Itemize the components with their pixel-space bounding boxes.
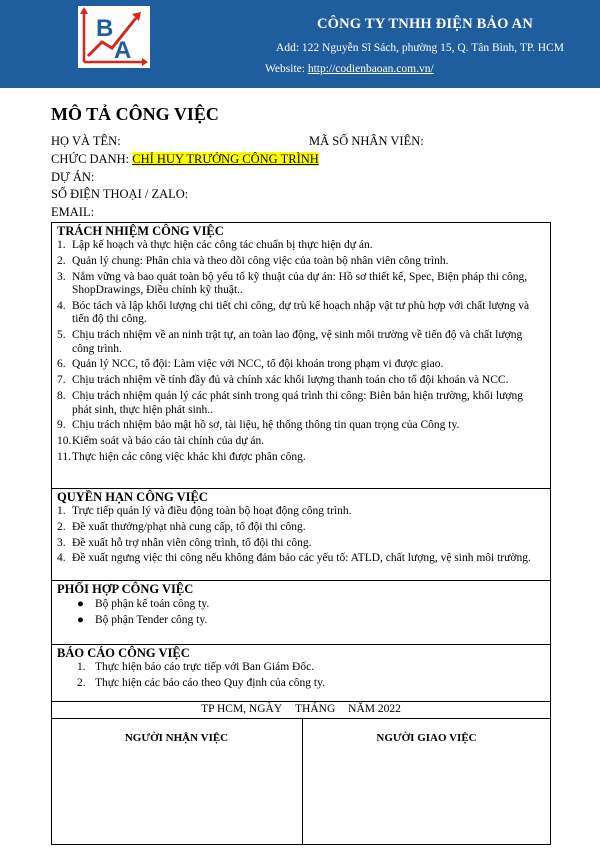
receiver-signature-label: NGƯỜI NHẬN VIỆC [124, 732, 229, 744]
website-label: Website: [265, 63, 308, 75]
signature-date-line [51, 703, 551, 715]
section-divider [51, 718, 551, 719]
section-divider [51, 488, 551, 489]
list-item: 7. Chịu trách nhiệm về tính đầy đủ và chính xác khối lượng thanh toán cho tổ đội khoán và NCC. [57, 374, 509, 387]
reporting-list [77, 661, 325, 693]
document-title: MÔ TẢ CÔNG VIỆC [51, 104, 219, 124]
coordination-title: PHỐI HỢP CÔNG VIỆC [57, 582, 194, 596]
list-item: 9. Chịu trách nhiệm bảo mật hồ sơ, tài liệu, hệ thống thông tin quan trọng của Công ty. [57, 419, 460, 432]
month-label: THÁNG [295, 703, 336, 715]
name-field-label: HỌ VÀ TÊN: [51, 134, 121, 148]
position-field-label: CHỨC DANH: [51, 152, 130, 166]
list-item: 4. Đề xuất ngưng việc thi công nếu không đảm bảo các yếu tố: ATLD, chất lượng, vệ sinh môi trường. [57, 552, 531, 565]
company-name: CÔNG TY TNHH ĐIỆN BẢO AN [316, 16, 534, 32]
assigner-signature-label: NGƯỜI GIAO VIỆC [376, 732, 477, 744]
section-divider [51, 580, 551, 581]
website-link[interactable]: http://codienbaoan.com.vn/ [307, 63, 434, 75]
responsibilities-title: TRÁCH NHIỆM CÔNG VIỆC [57, 224, 224, 238]
section-divider [51, 644, 551, 645]
logo-letter-b: B [96, 15, 114, 42]
list-item: 4. Bóc tách và lập khối lượng chi tiết chi công, dự trù kế hoạch nhập vật tư phù hợp với chất lượng và tiến độ thi công. [57, 299, 530, 326]
list-item: 3. Nắm vững và bao quát toàn bộ yếu tố kỹ thuật của dự án: Hồ sơ thiết kế, Spec, Biện pháp thi công, ShopDrawings, Điều chỉnh kỹ thuật.. [57, 270, 528, 297]
position-field [51, 152, 319, 167]
list-item: 1. Trực tiếp quản lý và điều động toàn bộ hoạt động công trình. [57, 505, 352, 517]
company-logo [78, 6, 150, 68]
coordination-list [77, 598, 209, 630]
list-item: 1. Lập kế hoạch và thực hiện các công tác chuẩn bị thực hiện dự án. [57, 239, 373, 251]
authority-title: QUYỀN HẠN CÔNG VIỆC [57, 490, 208, 504]
date-prefix: TP HCM, NGÀY [201, 703, 283, 715]
phone-field-label: SỐ ĐIỆN THOẠI / ZALO: [51, 187, 189, 201]
reporting-title: BÁO CÁO CÔNG VIỆC [57, 646, 190, 660]
employee-id-field-label: MÃ SỐ NHÂN VIÊN: [309, 134, 424, 148]
project-field-label: DỰ ÁN: [51, 170, 95, 184]
list-item: 8. Chịu trách nhiệm quản lý các phát sinh trong quá trình thi công: Biên bản hiện trường, khối lượng phát sinh, thực hiện phát sinh.. [57, 390, 524, 416]
company-address: Add: 122 Nguyễn Sĩ Sách, phường 15, Q. Tân Bình, TP. HCM [276, 42, 564, 54]
company-website [265, 63, 434, 75]
list-item: 5. Chịu trách nhiệm về an ninh trật tự, an toàn lao động, vệ sinh môi trường về tiến độ và chất lượng công trình. [57, 329, 523, 355]
list-item: ● Bộ phận Tender công ty. [77, 614, 208, 626]
list-item: 6. Quản lý NCC, tổ đội: Làm việc với NCC, tổ đội khoán trong phạm vi được giao. [57, 358, 444, 371]
list-item: 11. Thực hiện các công việc khác khi được phân công. [57, 450, 306, 463]
list-item: 2. Đề xuất thưởng/phạt nhà cung cấp, tổ đội thi công. [57, 520, 306, 533]
list-item: 3. Đề xuất hỗ trợ nhân viên công trình, tổ đội thi công. [57, 536, 312, 549]
logo-letter-a: A [114, 37, 132, 64]
list-item: 2. Quản lý chung: Phân chia và theo dõi công việc của toàn bộ nhân viên công trình. [57, 254, 449, 267]
list-item: 1. Thực hiện báo cáo trực tiếp với Ban Giám Đốc. [77, 661, 315, 673]
year-label: NĂM 2022 [348, 703, 401, 715]
responsibilities-list [57, 239, 545, 467]
logo-graphic [78, 6, 150, 68]
company-header [0, 0, 600, 88]
list-item: ● Bộ phận kế toán công ty. [77, 598, 210, 610]
list-item: 2. Thực hiện các báo cáo theo Quy định của công ty. [77, 677, 325, 689]
position-field-value: CHỈ HUY TRƯỞNG CÔNG TRÌNH [132, 152, 319, 166]
list-item: 10. Kiểm soát và báo cáo tài chính của dự án. [57, 435, 265, 448]
email-field-label: EMAIL: [51, 205, 95, 219]
section-divider [51, 701, 551, 702]
authority-list [57, 505, 545, 568]
